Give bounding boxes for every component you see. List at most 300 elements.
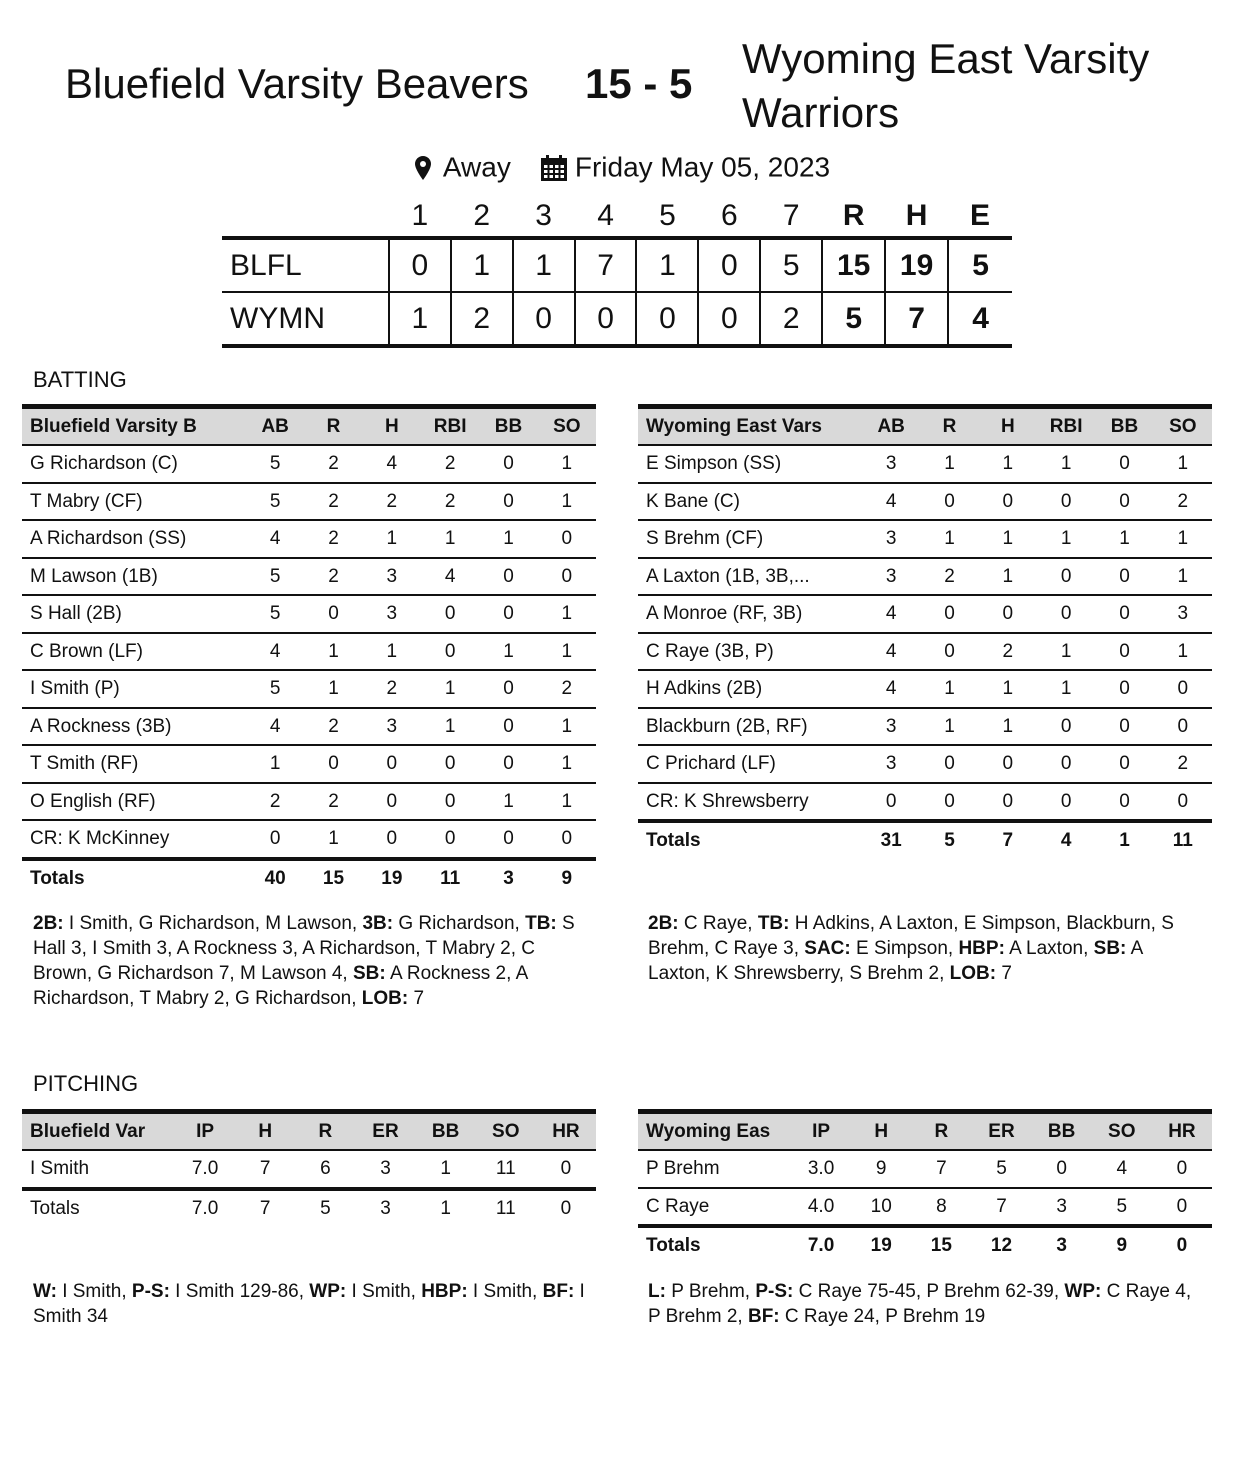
note-value: I Smith 34 [33, 1281, 585, 1327]
stat-column-header: AB [261, 416, 289, 437]
game-meta [0, 146, 1245, 188]
stat-value: 7 [235, 1150, 295, 1189]
player-row [638, 483, 1212, 521]
player-row [638, 1150, 1212, 1188]
inning-score: 0 [575, 292, 637, 346]
total-value: 5 [944, 830, 955, 852]
stat-value: 0 [1037, 783, 1095, 822]
stat-value: 1 [246, 745, 304, 783]
inning-score: 7 [575, 238, 637, 292]
player-name: A Laxton (1B, 3B,... [638, 558, 862, 596]
player-name: CR: K Shrewsberry [638, 783, 862, 822]
player-name: I Smith (P) [22, 670, 246, 708]
stat-value: 0 [1037, 483, 1095, 521]
stat-value: 3 [862, 445, 920, 483]
hits-header: H [905, 199, 928, 232]
batting-table-home [638, 404, 1212, 859]
stat-column-header: IP [196, 1121, 215, 1142]
total-errors: 5 [948, 238, 1012, 292]
player-name: O English (RF) [22, 783, 246, 821]
stat-value: 3 [363, 595, 421, 633]
total-runs: 15 [822, 238, 885, 292]
note-value: E Simpson, [850, 938, 959, 959]
inning-header: 4 [597, 199, 614, 232]
note-value: 7 [408, 988, 425, 1009]
total-value: 19 [381, 867, 403, 889]
total-value: 3 [1056, 1235, 1067, 1257]
player-row [638, 595, 1212, 633]
stat-column-header: SO [553, 416, 581, 437]
total-value: 3 [380, 1197, 391, 1219]
stat-value: 5 [1092, 1188, 1152, 1227]
inning-header: 1 [411, 199, 429, 232]
stat-value: 2 [246, 783, 304, 821]
stat-value: 4 [363, 445, 421, 483]
stat-value: 0 [246, 820, 304, 859]
stat-value: 1 [479, 520, 537, 558]
stat-value: 4 [862, 670, 920, 708]
player-name: A Rockness (3B) [22, 708, 246, 746]
stat-column-header: BB [1047, 1121, 1076, 1142]
stat-value: 7.0 [175, 1150, 235, 1189]
stat-value: 2 [304, 445, 362, 483]
pitching-table-away [22, 1109, 596, 1226]
total-value: 7 [259, 1197, 271, 1219]
inning-score: 0 [698, 292, 760, 346]
stat-value: 4 [246, 708, 304, 746]
stat-value: 1 [479, 633, 537, 671]
stat-value: 2 [920, 558, 978, 596]
note-key: SB: [1093, 938, 1127, 959]
player-row [638, 633, 1212, 671]
stat-column-header: BB [1110, 416, 1139, 437]
stat-value: 0 [1154, 783, 1212, 822]
pitching-section-title: PITCHING [33, 1071, 139, 1096]
player-row [22, 633, 596, 671]
inning-header: 5 [659, 199, 676, 232]
stat-column-header: SO [1169, 416, 1197, 437]
stat-value: 6 [295, 1150, 355, 1189]
inning-score: 1 [636, 238, 698, 292]
player-row [22, 670, 596, 708]
player-row [22, 820, 596, 859]
stat-column-header: SO [492, 1121, 520, 1142]
stat-value: 5 [246, 445, 304, 483]
stat-value: 0 [1095, 633, 1153, 671]
note-value: A Laxton, [1004, 938, 1094, 959]
inning-score: 1 [513, 238, 575, 292]
note-key: BF: [542, 1281, 575, 1302]
stat-value: 1 [920, 520, 978, 558]
calendar-icon [541, 155, 567, 181]
stat-value: 1 [304, 633, 362, 671]
totals-label: Totals [646, 830, 701, 852]
stat-value: 8 [911, 1188, 971, 1227]
stat-value: 0 [1037, 708, 1095, 746]
note-value: I Smith, [346, 1281, 422, 1302]
stat-value: 1 [538, 445, 596, 483]
stat-value: 0 [1095, 595, 1153, 633]
stat-column-header: H [258, 1121, 273, 1142]
stat-value: 0 [920, 745, 978, 783]
inning-score: 0 [636, 292, 698, 346]
stat-value: 3 [1032, 1188, 1092, 1227]
total-value: 7 [1002, 830, 1014, 852]
stat-value: 0 [479, 483, 537, 521]
linescore-header-row [222, 196, 1012, 238]
stat-value: 1 [363, 633, 421, 671]
totals-row [638, 821, 1212, 859]
note-key: TB: [525, 913, 557, 934]
stat-value: 1 [979, 670, 1037, 708]
stat-value: 4 [862, 633, 920, 671]
total-value: 1 [440, 1197, 451, 1219]
total-value: 40 [264, 867, 286, 889]
total-value: 19 [870, 1235, 892, 1257]
stat-value: 3.0 [791, 1150, 851, 1188]
player-name: S Hall (2B) [22, 595, 246, 633]
note-key: P-S: [131, 1281, 170, 1302]
player-row [22, 1150, 596, 1189]
note-value: I Smith 129-86, [169, 1281, 310, 1302]
stat-value: 10 [851, 1188, 911, 1227]
stat-value: 0 [479, 445, 537, 483]
inning-score: 2 [451, 292, 513, 346]
team-column-header: Bluefield Varsity B [30, 416, 197, 437]
stat-value: 1 [538, 708, 596, 746]
totals-row [638, 1226, 1212, 1264]
player-row [638, 445, 1212, 483]
stat-column-header: HR [1168, 1121, 1196, 1142]
map-pin-icon [415, 156, 431, 180]
stat-value: 2 [421, 483, 479, 521]
total-value: 1 [1119, 830, 1130, 852]
stat-column-header: AB [877, 416, 905, 437]
inning-score: 1 [451, 238, 513, 292]
stat-value: 1 [1037, 445, 1095, 483]
player-row [638, 708, 1212, 746]
stat-value: 0 [920, 595, 978, 633]
player-row [22, 595, 596, 633]
stat-value: 1 [1154, 558, 1212, 596]
stat-value: 1 [1095, 520, 1153, 558]
stat-value: 1 [304, 670, 362, 708]
stat-column-header: R [942, 416, 957, 437]
stat-value: 0 [920, 483, 978, 521]
inning-header: 3 [535, 199, 552, 232]
stat-value: 2 [304, 520, 362, 558]
stat-value: 0 [979, 483, 1037, 521]
stat-value: 0 [1095, 745, 1153, 783]
total-hits: 7 [885, 292, 948, 346]
total-runs: 5 [822, 292, 885, 346]
stat-value: 0 [363, 820, 421, 859]
note-value: 7 [996, 963, 1012, 984]
stat-value: 1 [479, 783, 537, 821]
player-name: H Adkins (2B) [638, 670, 862, 708]
location-label: Away [442, 151, 511, 183]
stat-value: 0 [479, 595, 537, 633]
stat-value: 0 [479, 820, 537, 859]
player-name: P Brehm [638, 1150, 791, 1188]
stat-value: 0 [421, 820, 479, 859]
stat-value: 0 [920, 783, 978, 822]
stat-value: 3 [862, 745, 920, 783]
stat-value: 5 [246, 558, 304, 596]
player-name: G Richardson (C) [22, 445, 246, 483]
stat-value: 3 [862, 708, 920, 746]
total-errors: 4 [948, 292, 1012, 346]
stat-value: 1 [1154, 445, 1212, 483]
stat-column-header: ER [988, 1121, 1015, 1142]
player-row [638, 670, 1212, 708]
stat-column-header: HR [552, 1121, 580, 1142]
stat-value: 3 [862, 558, 920, 596]
total-value: 31 [880, 830, 902, 852]
player-name: C Raye (3B, P) [638, 633, 862, 671]
stat-value: 0 [1095, 483, 1153, 521]
stat-value: 1 [363, 520, 421, 558]
stat-value: 4 [862, 595, 920, 633]
stat-value: 0 [421, 633, 479, 671]
stat-value: 1 [979, 445, 1037, 483]
runs-header: R [842, 199, 865, 232]
stat-value: 0 [1037, 745, 1095, 783]
stat-value: 1 [1037, 520, 1095, 558]
stat-value: 5 [246, 670, 304, 708]
linescore-row-home [222, 292, 1012, 346]
totals-label: Totals [30, 1197, 80, 1219]
player-name: M Lawson (1B) [22, 558, 246, 596]
table-header-row [22, 1112, 596, 1151]
inning-score: 2 [760, 292, 822, 346]
pitching-notes-away [33, 1279, 593, 1329]
stat-value: 0 [1095, 558, 1153, 596]
stat-value: 0 [979, 595, 1037, 633]
stat-value: 0 [1037, 595, 1095, 633]
note-key: 2B: [33, 913, 64, 934]
note-key: SAC: [804, 938, 851, 959]
inning-score: 1 [389, 292, 451, 346]
stat-value: 2 [538, 670, 596, 708]
stat-value: 5 [246, 483, 304, 521]
player-name: T Mabry (CF) [22, 483, 246, 521]
stat-value: 2 [1154, 483, 1212, 521]
stat-value: 2 [1154, 745, 1212, 783]
stat-value: 0 [538, 520, 596, 558]
linescore-team: WYMN [230, 302, 325, 335]
note-key: LOB: [361, 988, 409, 1009]
stat-value: 2 [979, 633, 1037, 671]
stat-value: 5 [246, 595, 304, 633]
note-key: LOB: [949, 963, 997, 984]
inning-header: 6 [721, 199, 738, 232]
total-value: 7.0 [191, 1197, 219, 1219]
stat-value: 4 [1092, 1150, 1152, 1188]
note-key: HBP: [421, 1281, 468, 1302]
stat-value: 2 [304, 783, 362, 821]
home-team-name: Wyoming East Varsity Warriors [742, 35, 1150, 136]
pitching-notes-home [648, 1279, 1208, 1329]
total-hits: 19 [885, 238, 948, 292]
stat-value: 0 [421, 783, 479, 821]
note-value: A Rockness 2, A Richardson, T Mabry 2, G Richardson, [33, 963, 528, 1009]
linescore-team: BLFL [230, 249, 302, 282]
batting-notes-home [648, 911, 1208, 986]
note-key: SB: [352, 963, 386, 984]
linescore-team-header [222, 196, 389, 238]
stat-value: 0 [479, 745, 537, 783]
stat-value: 1 [538, 745, 596, 783]
stat-value: 0 [479, 708, 537, 746]
stat-value: 0 [1154, 708, 1212, 746]
stat-column-header: H [1000, 416, 1015, 437]
note-key: HBP: [958, 938, 1005, 959]
stat-value: 1 [304, 820, 362, 859]
player-row [638, 520, 1212, 558]
stat-value: 4.0 [791, 1188, 851, 1227]
stat-value: 1 [920, 708, 978, 746]
inning-score: 0 [698, 238, 760, 292]
note-key: L: [648, 1281, 666, 1302]
stat-value: 0 [979, 783, 1037, 822]
total-value: 11 [440, 867, 461, 889]
stat-value: 2 [304, 483, 362, 521]
inning-score: 5 [760, 238, 822, 292]
player-name: Blackburn (2B, RF) [638, 708, 862, 746]
stat-value: 1 [421, 670, 479, 708]
stat-value: 1 [1037, 633, 1095, 671]
player-name: T Smith (RF) [22, 745, 246, 783]
player-name: E Simpson (SS) [638, 445, 862, 483]
note-key: P-S: [755, 1281, 794, 1302]
stat-value: 0 [479, 558, 537, 596]
note-value: P Brehm, [665, 1281, 756, 1302]
player-row [22, 708, 596, 746]
stat-value: 0 [363, 783, 421, 821]
stat-value: 3 [363, 708, 421, 746]
table-header-row [638, 1112, 1212, 1151]
stat-value: 4 [421, 558, 479, 596]
total-value: 11 [1172, 830, 1193, 852]
stat-value: 1 [421, 708, 479, 746]
stat-value: 0 [1095, 670, 1153, 708]
stat-value: 7 [971, 1188, 1031, 1227]
total-value: 5 [320, 1197, 331, 1219]
stat-value: 0 [536, 1150, 596, 1189]
errors-header: E [970, 199, 991, 232]
stat-value: 2 [304, 708, 362, 746]
stat-value: 0 [538, 820, 596, 859]
stat-value: 0 [363, 745, 421, 783]
total-value: 4 [1060, 830, 1072, 852]
total-value: 9 [561, 867, 573, 889]
total-value: 7.0 [807, 1235, 835, 1257]
player-row [638, 1188, 1212, 1227]
stat-column-header: R [934, 1121, 949, 1142]
player-row [22, 745, 596, 783]
stat-value: 1 [1154, 633, 1212, 671]
note-value: I Smith, G Richardson, M Lawson, [63, 913, 363, 934]
table-header-row [22, 407, 596, 446]
note-value: C Raye 75-45, P Brehm 62-39, [793, 1281, 1065, 1302]
note-value: C Raye 24, P Brehm 19 [779, 1306, 986, 1327]
stat-value: 4 [862, 483, 920, 521]
stat-value: 0 [1095, 783, 1153, 822]
totals-row [22, 1189, 596, 1227]
total-value: 0 [1176, 1235, 1188, 1257]
stat-value: 1 [920, 670, 978, 708]
note-key: WP: [1064, 1281, 1102, 1302]
stat-value: 0 [1154, 670, 1212, 708]
note-value: A Laxton, K Shrewsberry, S Brehm 2, [648, 938, 1143, 984]
stat-value: 1 [421, 520, 479, 558]
stat-column-header: ER [372, 1121, 399, 1142]
stat-value: 3 [1154, 595, 1212, 633]
note-value: I Smith, [56, 1281, 132, 1302]
total-value: 12 [990, 1235, 1013, 1257]
player-name: K Bane (C) [638, 483, 862, 521]
player-name: S Brehm (CF) [638, 520, 862, 558]
inning-header: 7 [782, 199, 800, 232]
stat-value: 2 [304, 558, 362, 596]
stat-value: 0 [979, 745, 1037, 783]
stat-column-header: BB [494, 416, 523, 437]
stat-column-header: BB [431, 1121, 460, 1142]
inning-score: 0 [513, 292, 575, 346]
player-name: CR: K McKinney [22, 820, 246, 859]
stat-value: 0 [479, 670, 537, 708]
player-row [22, 520, 596, 558]
note-value: I Smith, [467, 1281, 543, 1302]
batting-notes-away [33, 911, 593, 1011]
stat-value: 1 [416, 1150, 476, 1189]
total-value: 9 [1116, 1235, 1128, 1257]
player-name: C Brown (LF) [22, 633, 246, 671]
total-value: 15 [930, 1235, 952, 1257]
inning-score: 0 [389, 238, 451, 292]
inning-header: 2 [473, 199, 491, 232]
note-key: TB: [757, 913, 790, 934]
stat-value: 1 [538, 783, 596, 821]
stat-column-header: SO [1108, 1121, 1136, 1142]
stat-value: 9 [851, 1150, 911, 1188]
total-value: 3 [503, 867, 514, 889]
stat-value: 1 [538, 483, 596, 521]
stat-column-header: RBI [433, 416, 467, 437]
pitching-table-home [638, 1109, 1212, 1264]
linescore-table [222, 196, 1012, 348]
total-value: 15 [322, 867, 345, 889]
player-row [638, 745, 1212, 783]
player-name: A Richardson (SS) [22, 520, 246, 558]
linescore-row-away [222, 238, 1012, 292]
team-column-header: Bluefield Var [30, 1121, 146, 1142]
stat-value: 7 [911, 1150, 971, 1188]
stat-value: 0 [1032, 1150, 1092, 1188]
totals-label: Totals [30, 867, 85, 889]
stat-value: 11 [476, 1150, 536, 1189]
stat-value: 3 [355, 1150, 415, 1189]
player-name: I Smith [22, 1150, 175, 1189]
stat-value: 2 [363, 670, 421, 708]
away-team-name: Bluefield Varsity Beavers [65, 60, 529, 107]
stat-column-header: H [384, 416, 399, 437]
stat-value: 3 [862, 520, 920, 558]
stat-value: 0 [1152, 1150, 1212, 1188]
stat-value: 1 [538, 633, 596, 671]
stat-value: 5 [971, 1150, 1031, 1188]
